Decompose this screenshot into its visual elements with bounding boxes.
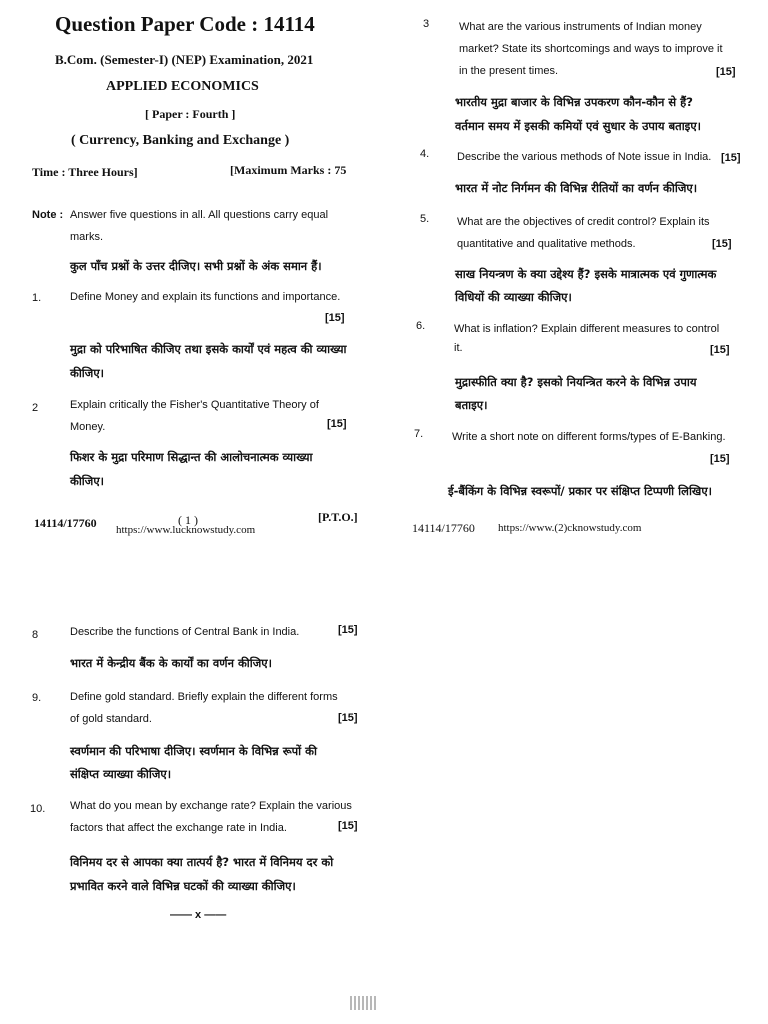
question-text-hi: मुद्रास्फीति क्या है? इसको नियन्त्रित करने के विभिन्न उपाय — [455, 375, 697, 389]
subject-title: APPLIED ECONOMICS — [106, 79, 259, 94]
question-text-en: factors that affect the exchange rate in India. — [70, 822, 287, 834]
question-text-en: What is inflation? Explain different measures to control — [454, 323, 720, 335]
note-line-2: marks. — [70, 231, 103, 243]
question-text-hi: कीजिए। — [70, 366, 105, 380]
note-line-1: Answer five questions in all. All questions carry equal — [70, 209, 329, 221]
question-marks: [15] — [721, 152, 741, 164]
question-text-hi: भारतीय मुद्रा बाजार के विभिन्न उपकरण कौन-कौन से हैं? — [455, 95, 693, 109]
question-marks: [15] — [338, 624, 358, 636]
question-marks: [15] — [716, 66, 736, 78]
question-text-en: Write a short note on different forms/types of E-Banking. — [452, 431, 726, 443]
question-number: 6. — [416, 320, 426, 332]
question-text-hi: वर्तमान समय में इसकी कमियों एवं सुधार के उपाय बताइए। — [455, 119, 702, 133]
question-number: 4. — [420, 148, 430, 160]
question-text-hi: विधियों की व्याख्या कीजिए। — [455, 290, 572, 304]
question-number: 10. — [30, 803, 46, 815]
footer-url: https://www.lucknowstudy.com — [116, 524, 256, 536]
question-text-en: Explain critically the Fisher's Quantitative Theory of — [70, 399, 319, 411]
question-number: 5. — [420, 213, 430, 225]
footer-code: 14114/17760 — [34, 516, 97, 530]
end-of-paper-mark: —— x —— — [170, 909, 227, 921]
question-text-hi: कीजिए। — [70, 474, 105, 488]
footer-code: 14114/17760 — [412, 521, 475, 535]
question-text-en: Money. — [70, 421, 106, 433]
question-text-en: quantitative and qualitative methods. — [457, 238, 636, 250]
question-text-en: What are the various instruments of Indian money — [459, 21, 702, 33]
question-number: 1. — [32, 292, 42, 304]
question-text-hi: भारत में केन्द्रीय बैंक के कार्यों का वर्णन कीजिए। — [70, 656, 272, 670]
paper-number: [ Paper : Fourth ] — [145, 107, 236, 121]
question-text-en: What do you mean by exchange rate? Explain the various — [70, 800, 352, 812]
question-number: 7. — [414, 428, 424, 440]
question-number: 9. — [32, 692, 42, 704]
question-text-en: What are the objectives of credit control? Explain its — [457, 216, 710, 228]
footer-url: https://www.(2)cknowstudy.com — [498, 522, 642, 534]
question-text-hi: विनिमय दर से आपका क्या तात्पर्य है? भारत में विनिमय दर को — [70, 855, 334, 869]
maximum-marks: [Maximum Marks : 75 — [230, 163, 347, 177]
question-text-hi: प्रभावित करने वाले विभिन्न घटकों की व्याख्या कीजिए। — [70, 879, 296, 893]
question-text-en: of gold standard. — [70, 713, 152, 725]
question-marks: [15] — [325, 312, 345, 324]
course-title: ( Currency, Banking and Exchange ) — [71, 133, 290, 148]
question-marks: [15] — [710, 344, 730, 356]
question-text-en: market? State its shortcomings and ways to improve it — [459, 43, 723, 55]
question-text-en: Define Money and explain its functions and importance. — [70, 291, 341, 303]
question-text-hi: मुद्रा को परिभाषित कीजिए तथा इसके कार्यों एवं महत्व की व्याख्या — [70, 342, 347, 356]
question-marks: [15] — [327, 418, 347, 430]
note-hindi: कुल पाँच प्रश्नों के उत्तर दीजिए। सभी प्रश्नों के अंक समान हैं। — [70, 259, 322, 273]
question-marks: [15] — [712, 238, 732, 250]
time-allowed: Time : Three Hours] — [32, 165, 138, 179]
scan-artifact — [350, 996, 376, 1010]
question-text-en: in the present times. — [459, 65, 559, 77]
question-marks: [15] — [710, 453, 730, 465]
paper-code-title: Question Paper Code : 14114 — [55, 12, 315, 36]
question-text-en: Describe the various methods of Note issue in India. — [457, 151, 712, 163]
question-text-hi: बताइए। — [455, 398, 488, 412]
question-text-hi: संक्षिप्त व्याख्या कीजिए। — [70, 767, 172, 781]
question-text-hi: स्वर्णमान की परिभाषा दीजिए। स्वर्णमान के विभिन्न रूपों की — [70, 744, 317, 758]
question-text-en: Define gold standard. Briefly explain the different forms — [70, 691, 338, 703]
question-marks: [15] — [338, 820, 358, 832]
pto-label: [P.T.O.] — [318, 510, 358, 524]
exam-name: B.Com. (Semester-I) (NEP) Examination, 2021 — [55, 52, 314, 67]
question-number: 8 — [32, 629, 39, 641]
question-number: 3 — [423, 18, 430, 30]
note-label: Note : — [32, 209, 64, 221]
question-text-hi: साख नियन्त्रण के क्या उद्देश्य हैं? इसके मात्रात्मक एवं गुणात्मक — [455, 267, 717, 281]
question-text-en: Describe the functions of Central Bank in India. — [70, 626, 300, 638]
question-text-hi: भारत में नोट निर्गमन की विभिन्न रीतियों का वर्णन कीजिए। — [455, 181, 698, 195]
question-marks: [15] — [338, 712, 358, 724]
question-text-hi: फिशर के मुद्रा परिमाण सिद्धान्त की आलोचनात्मक व्याख्या — [70, 450, 313, 464]
page-number: ( 1 ) — [178, 513, 198, 527]
question-number: 2 — [32, 402, 39, 414]
question-text-hi: ई-बैंकिंग के विभिन्न स्वरूपों/ प्रकार पर संक्षिप्त टिप्पणी लिखिए। — [448, 484, 713, 498]
question-text-en: it. — [454, 342, 463, 354]
